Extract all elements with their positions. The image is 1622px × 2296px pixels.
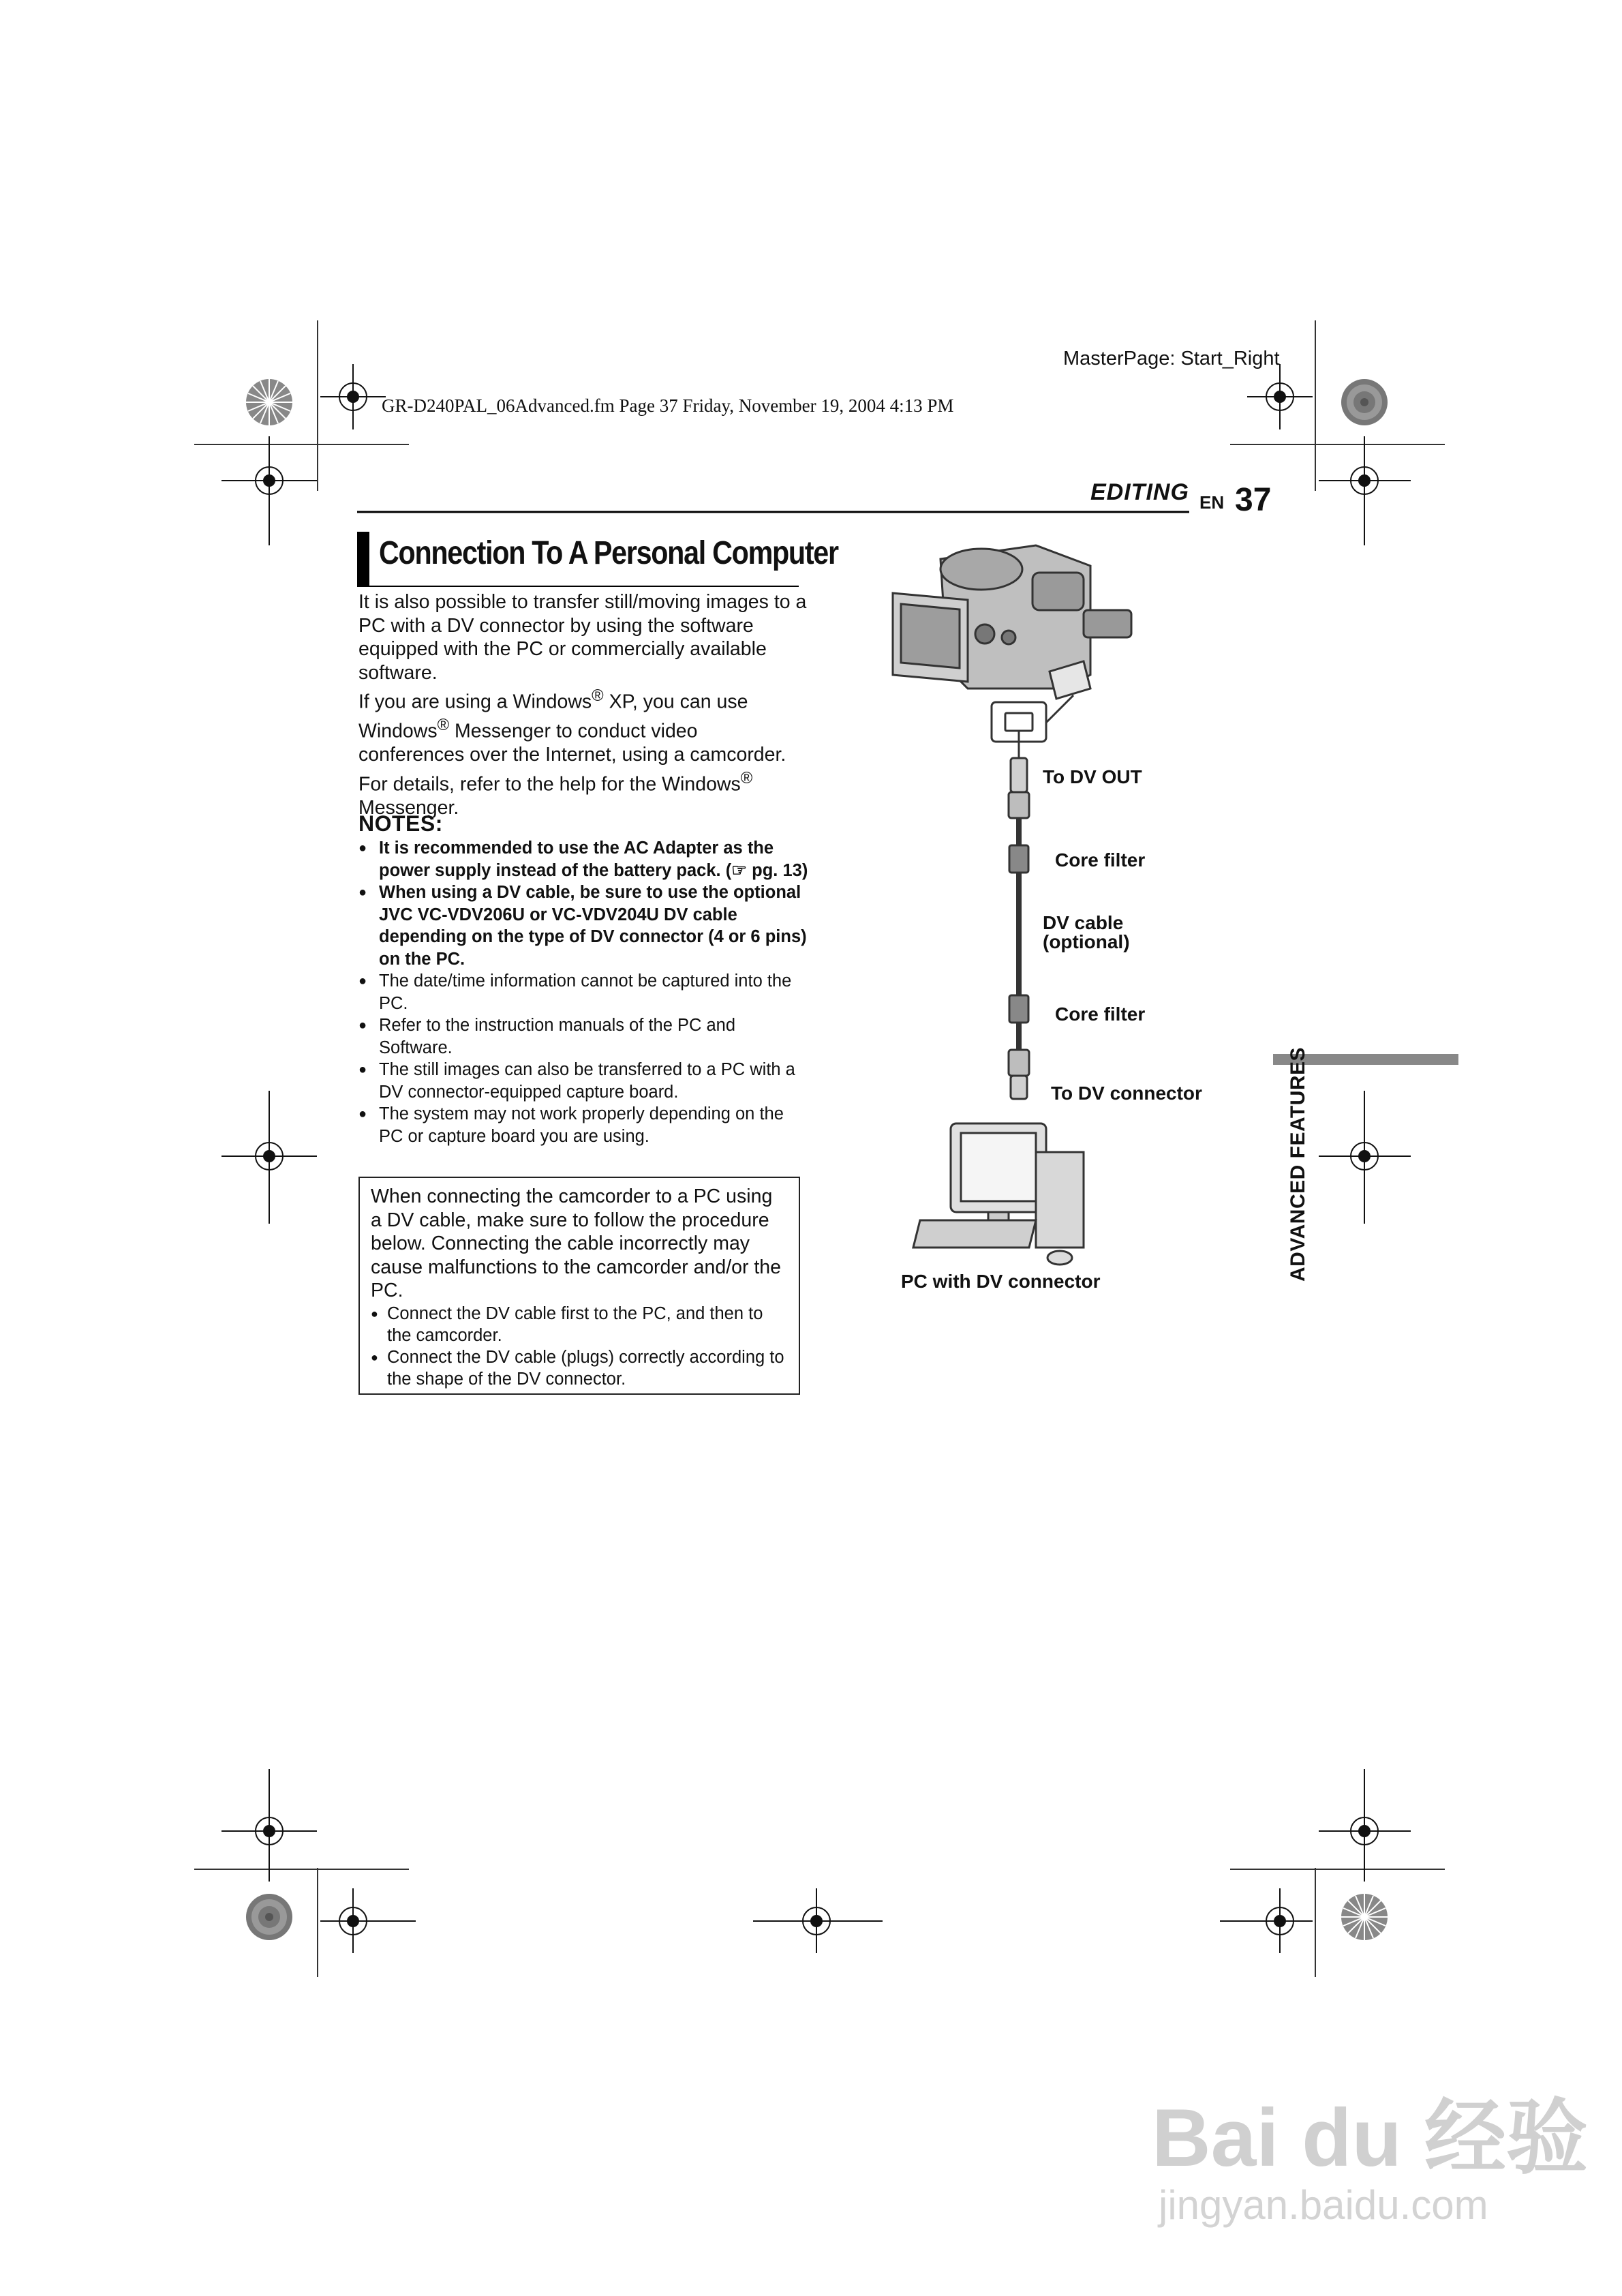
registered-mark: ® <box>592 686 604 705</box>
caution-item: ● Connect the DV cable (plugs) correctly according to the shape of the DV connector. <box>371 1346 788 1390</box>
registered-mark: ® <box>437 716 450 734</box>
starburst-icon <box>246 1894 292 1940</box>
intro-paragraph-1: It is also possible to transfer still/moving images to a PC with a DV connector by using the software equipped with the PC or commercially available software. <box>358 591 807 684</box>
reg-mark-icon <box>1220 1888 1313 1953</box>
note-item: ● The system may not work properly depending on the PC or capture board you are using. <box>358 1103 808 1147</box>
label-pc-with-dv-connector: PC with DV connector <box>901 1271 1101 1292</box>
section-title: Connection To A Personal Computer <box>379 535 838 571</box>
note-item: ● When using a DV cable, be sure to use the optional JVC VC-VDV206U or VC-VDV204U DV cable depending on the type of DV connector (4 or 6 pins) on the PC. <box>358 881 808 970</box>
reg-mark-icon <box>1319 1091 1411 1224</box>
dv-cable <box>1009 758 1029 1099</box>
starburst-icon <box>1341 1894 1388 1940</box>
reg-mark-icon <box>221 1769 317 1882</box>
registered-mark: ® <box>740 768 753 787</box>
notes-heading: NOTES: <box>358 811 443 836</box>
baidu-watermark-logo: Bai du 经验 <box>1152 2092 1589 2184</box>
starburst-icon <box>1341 379 1388 425</box>
intro-text <box>358 590 808 819</box>
reg-mark-icon <box>320 364 386 429</box>
intro-p2-a: If you are using a Windows <box>358 691 592 713</box>
note-item: ● The still images can also be transferred to a PC with a DV connector-equipped capture board. <box>358 1059 808 1103</box>
section-label: EDITING <box>1090 479 1189 505</box>
notes-list <box>358 837 808 1147</box>
intro-p2-b: XP, you can use Windows <box>358 691 748 742</box>
reg-mark-icon <box>221 436 317 545</box>
label-dv-cable-optional: (optional) <box>1043 931 1130 952</box>
caution-box <box>358 1177 800 1395</box>
camcorder-illustration <box>893 545 1131 699</box>
title-marker <box>357 532 369 586</box>
language-code: EN <box>1199 492 1225 513</box>
caution-text: When connecting the camcorder to a PC using a DV cable, make sure to follow the procedure below. Connecting the cable incorrectly may cause malfunctions to the camcorder and/or the PC. <box>371 1185 781 1301</box>
note-item: ● The date/time information cannot be captured into the PC. <box>358 970 808 1014</box>
reg-mark-icon <box>1319 436 1411 545</box>
page-number: 37 <box>1235 482 1272 518</box>
note-item: ● It is recommended to use the AC Adapter as the power supply instead of the battery pack. (☞ pg. 13) <box>358 837 808 881</box>
reg-mark-icon <box>753 1888 883 1953</box>
masterpage-label: MasterPage: Start_Right <box>1063 348 1280 369</box>
file-info-line: GR-D240PAL_06Advanced.fm Page 37 Friday, November 19, 2004 4:13 PM <box>382 395 954 416</box>
label-core-filter-2: Core filter <box>1055 1003 1146 1025</box>
reg-mark-icon <box>1319 1769 1411 1882</box>
dv-port-icon <box>992 695 1073 758</box>
intro-p2-d: Messenger. <box>358 796 459 819</box>
label-dv-cable: DV cable <box>1043 912 1124 933</box>
caution-list <box>371 1303 788 1390</box>
side-tab-label: ADVANCED FEATURES <box>1287 1046 1309 1282</box>
starburst-icon <box>246 379 292 425</box>
label-core-filter-1: Core filter <box>1055 849 1146 871</box>
intro-p2-c: Messenger to conduct video conferences over the Internet, using a camcorder. For details, refer to the help for the Windows <box>358 720 786 795</box>
note-item: ● Refer to the instruction manuals of the PC and Software. <box>358 1014 808 1059</box>
pc-illustration <box>913 1123 1084 1265</box>
baidu-watermark-url: jingyan.baidu.com <box>1159 2182 1488 2228</box>
label-to-dv-connector: To DV connector <box>1051 1083 1202 1104</box>
reg-mark-icon <box>221 1091 317 1224</box>
label-to-dv-out: To DV OUT <box>1043 766 1142 787</box>
reg-mark-icon <box>320 1888 416 1953</box>
reg-mark-icon <box>1247 364 1313 429</box>
caution-item: ● Connect the DV cable first to the PC, and then to the camcorder. <box>371 1303 788 1346</box>
intro-paragraph-2 <box>358 684 808 819</box>
